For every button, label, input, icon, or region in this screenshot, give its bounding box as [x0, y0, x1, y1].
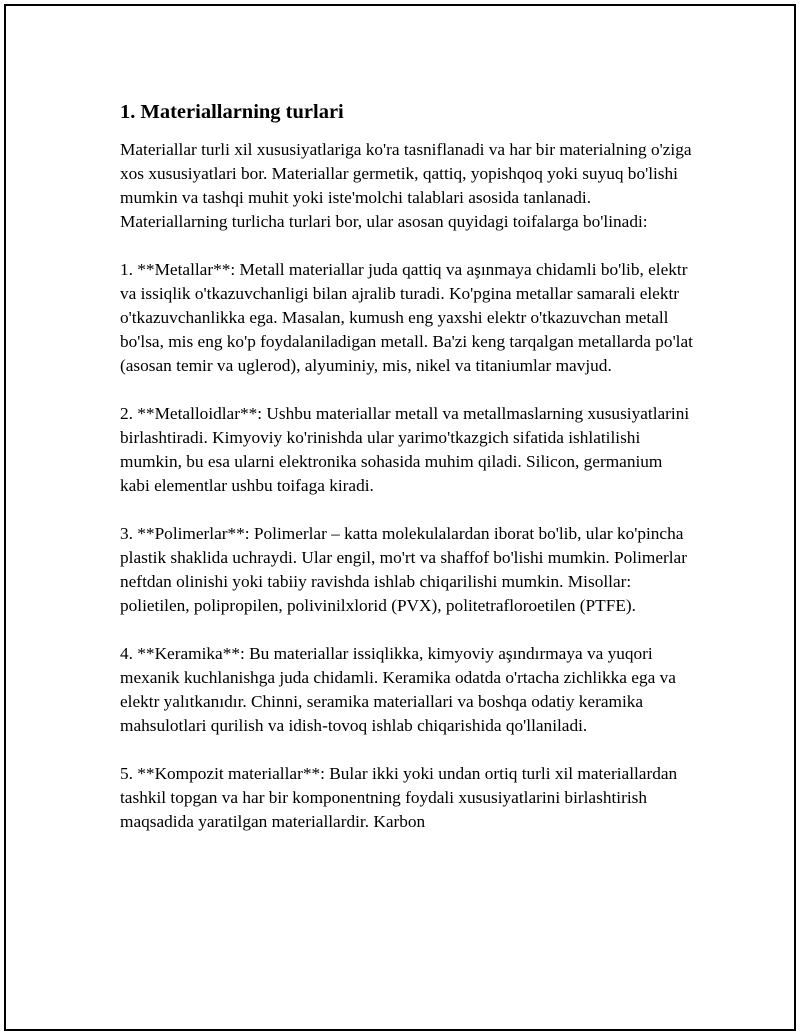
- section-heading: 1. Materiallarning turlari: [120, 101, 344, 123]
- metals-paragraph: 1. **Metallar**: Metall materiallar juda qattiq va aşınmaya chidamli bo'lib, elektr va issiqlik o'tkazuvchanligi bilan ajralib turadi. Ko'pgina metallar samarali elektr o'tkazuvchanlikka ega. Masalan, kumush eng yaxshi elektr o'tkazuvchan metall bo'lsa, mis eng ko'p foydalaniladigan metall. Ba'zi keng tarqalgan metallarda po'lat (asosan temir va uglerod), alyuminiy, mis, nikel va titaniumlar mavjud.: [120, 260, 693, 375]
- page-frame: [4, 4, 796, 1031]
- polymers-paragraph: 3. **Polimerlar**: Polimerlar – katta molekulalardan iborat bo'lib, ular ko'pincha plastik shaklida uchraydi. Ular engil, mo'rt va shaffof bo'lishi mumkin. Polimerlar neftdan olinishi yoki tabiiy ravishda ishlab chiqarilishi mumkin. Misollar: polietilen, polipropilen, polivinilxlorid (PVX), politetrafloroetilen (PTFE).: [120, 524, 687, 615]
- ceramics-paragraph: 4. **Keramika**: Bu materiallar issiqlikka, kimyoviy aşındırmaya va yuqori mexanik kuchlanishga juda chidamli. Keramika odatda o'rtacha zichlikka ega va elektr yalıtkanıdır. Chinni, seramika materiallari va boshqa odatiy keramika mahsulotlari qurilish va idish-tovoq ishlab chiqarishida qo'llaniladi.: [120, 644, 676, 735]
- intro-paragraph: Materiallar turli xil xususiyatlariga ko'ra tasniflanadi va har bir materialning o'ziga xos xususiyatlari bor. Materiallar germetik, qattiq, yopishqoq yoki suyuq bo'lishi mumkin va tashqi muhit yoki iste'molchi talablari asosida tanlanadi. Materiallarning turlicha turlari bor, ular asosan quyidagi toifalarga bo'linadi:: [120, 140, 692, 231]
- document-body: [120, 98, 695, 858]
- composites-paragraph: 5. **Kompozit materiallar**: Bular ikki yoki undan ortiq turli xil materiallardan tashkil topgan va har bir komponentning foydali xususiyatlarini birlashtirish maqsadida yaratilgan materiallardir. Karbon: [120, 764, 678, 831]
- metalloids-paragraph: 2. **Metalloidlar**: Ushbu materiallar metall va metallmaslarning xususiyatlarini birlashtiradi. Kimyoviy ko'rinishda ular yarimo'tkazgich sifatida ishlatilishi mumkin, bu esa ularni elektronika sohasida muhim qiladi. Silicon, germanium kabi elementlar ushbu toifaga kiradi.: [120, 404, 690, 495]
